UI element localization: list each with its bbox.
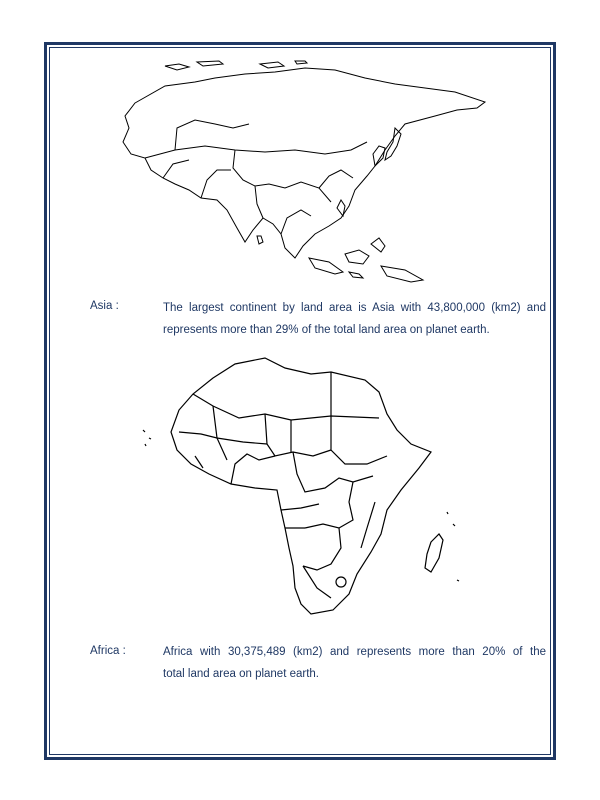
africa-description-line-1: Africa with 30,375,489 (km2) and represents more than 20% of the [163, 646, 546, 658]
asia-label: Asia : [90, 300, 119, 312]
africa-map [135, 352, 465, 627]
asia-description-line-1: The largest continent by land area is Asia with 43,800,000 (km2) and [163, 302, 546, 314]
asia-description-line-2: represents more than 29% of the total land area on planet earth. [163, 324, 490, 336]
africa-label: Africa : [90, 645, 126, 657]
africa-description [163, 641, 546, 685]
asia-description [163, 297, 546, 341]
africa-outline-map-icon [135, 352, 465, 627]
asia-map [105, 58, 495, 288]
asia-outline-map-icon [105, 58, 495, 288]
africa-description-line-2: total land area on planet earth. [163, 668, 320, 680]
